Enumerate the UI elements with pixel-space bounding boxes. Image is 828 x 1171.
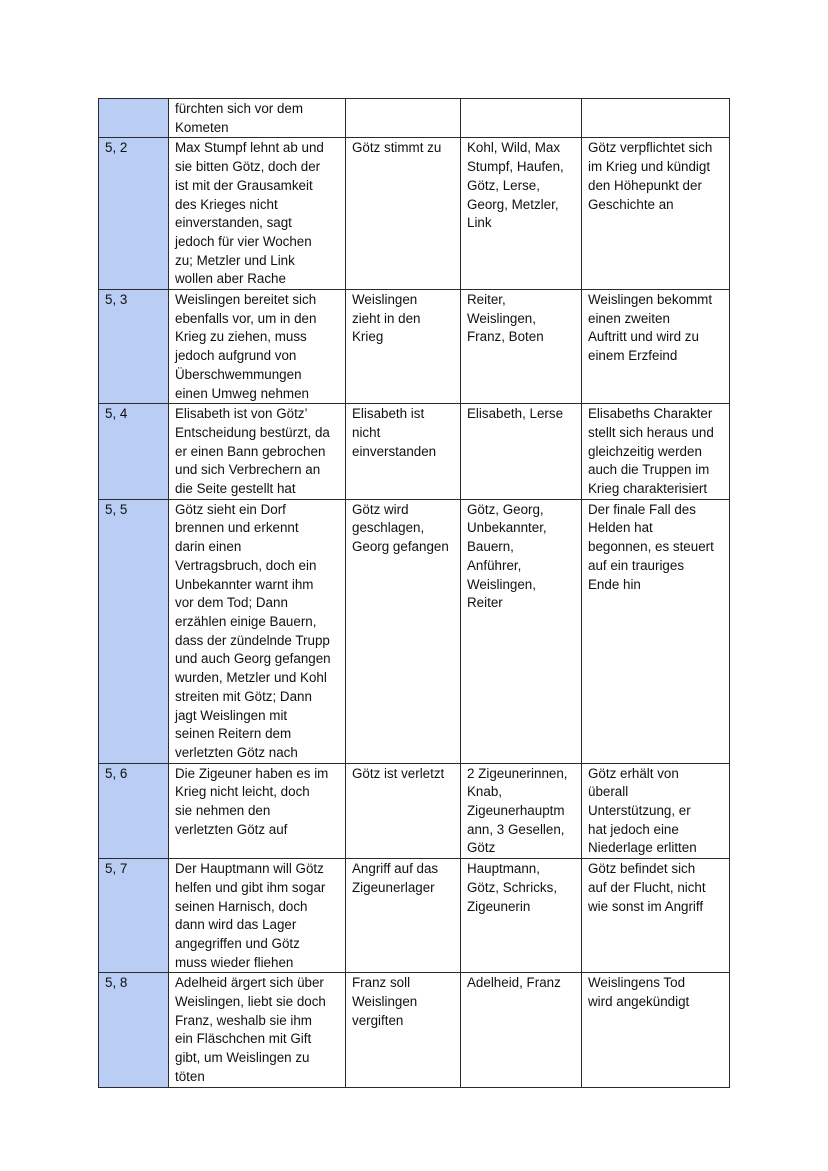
- persons-cell: Adelheid, Franz: [461, 973, 582, 1087]
- scene-table-body: [99, 99, 730, 1088]
- scene-number-cell: 5, 6: [99, 763, 169, 859]
- persons-cell: 2 Zigeunerinnen, Knab, Zigeunerhauptm ann, 3 Gesellen, Götz: [461, 763, 582, 859]
- table-row: [99, 138, 730, 290]
- scene-number-cell: 5, 8: [99, 973, 169, 1087]
- table-row: [99, 499, 730, 763]
- content-cell: Weislingen bereitet sich ebenfalls vor, um in den Krieg zu ziehen, muss jedoch aufgrund von Überschwemmungen einen Umweg nehmen: [169, 290, 346, 404]
- content-cell: Adelheid ärgert sich über Weislingen, liebt sie doch Franz, weshalb sie ihm ein Fläschchen mit Gift gibt, um Weislingen zu töten: [169, 973, 346, 1087]
- persons-cell: Elisabeth, Lerse: [461, 404, 582, 500]
- table-row: [99, 99, 730, 138]
- persons-cell: Götz, Georg, Unbekannter, Bauern, Anführer, Weislingen, Reiter: [461, 499, 582, 763]
- event-cell: Franz soll Weislingen vergiften: [346, 973, 461, 1087]
- content-cell: Max Stumpf lehnt ab und sie bitten Götz, doch der ist mit der Grausamkeit des Krieges nicht einverstanden, sagt jedoch für vier Wochen zu; Metzler und Link wollen aber Rache: [169, 138, 346, 290]
- content-cell: Elisabeth ist von Götz’ Entscheidung bestürzt, da er einen Bann gebrochen und sich Verbrechern an die Seite gestellt hat: [169, 404, 346, 500]
- table-row: [99, 973, 730, 1087]
- persons-cell: Kohl, Wild, Max Stumpf, Haufen, Götz, Lerse, Georg, Metzler, Link: [461, 138, 582, 290]
- table-row: [99, 290, 730, 404]
- function-cell: Der finale Fall des Helden hat begonnen, es steuert auf ein trauriges Ende hin: [582, 499, 730, 763]
- persons-cell: [461, 99, 582, 138]
- function-cell: Götz befindet sich auf der Flucht, nicht wie sonst im Angriff: [582, 859, 730, 973]
- content-cell: Die Zigeuner haben es im Krieg nicht leicht, doch sie nehmen den verletzten Götz auf: [169, 763, 346, 859]
- function-cell: Götz erhält von überall Unterstützung, er hat jedoch eine Niederlage erlitten: [582, 763, 730, 859]
- event-cell: Weislingen zieht in den Krieg: [346, 290, 461, 404]
- event-cell: Elisabeth ist nicht einverstanden: [346, 404, 461, 500]
- event-cell: Götz wird geschlagen, Georg gefangen: [346, 499, 461, 763]
- persons-cell: Reiter, Weislingen, Franz, Boten: [461, 290, 582, 404]
- table-row: [99, 404, 730, 500]
- persons-cell: Hauptmann, Götz, Schricks, Zigeunerin: [461, 859, 582, 973]
- scene-number-cell: 5, 3: [99, 290, 169, 404]
- event-cell: Götz ist verletzt: [346, 763, 461, 859]
- scene-number-cell: 5, 7: [99, 859, 169, 973]
- event-cell: [346, 99, 461, 138]
- scene-number-cell: 5, 4: [99, 404, 169, 500]
- function-cell: Weislingen bekommt einen zweiten Auftritt und wird zu einem Erzfeind: [582, 290, 730, 404]
- scene-number-cell: 5, 2: [99, 138, 169, 290]
- function-cell: [582, 99, 730, 138]
- function-cell: Elisabeths Charakter stellt sich heraus und gleichzeitig werden auch die Truppen im Krieg charakterisiert: [582, 404, 730, 500]
- content-cell: fürchten sich vor dem Kometen: [169, 99, 346, 138]
- table-row: [99, 859, 730, 973]
- function-cell: Weislingens Tod wird angekündigt: [582, 973, 730, 1087]
- event-cell: Angriff auf das Zigeunerlager: [346, 859, 461, 973]
- scene-number-cell: [99, 99, 169, 138]
- content-cell: Götz sieht ein Dorf brennen und erkennt darin einen Vertragsbruch, doch ein Unbekannter warnt ihm vor dem Tod; Dann erzählen einige Bauern, dass der zündelnde Trupp und auch Georg gefangen wurden, Metzler und Kohl streiten mit Götz; Dann jagt Weislingen mit seinen Reitern dem verletzten Götz nach: [169, 499, 346, 763]
- scene-number-cell: 5, 5: [99, 499, 169, 763]
- content-cell: Der Hauptmann will Götz helfen und gibt ihm sogar seinen Harnisch, doch dann wird das Lager angegriffen und Götz muss wieder fliehen: [169, 859, 346, 973]
- function-cell: Götz verpflichtet sich im Krieg und kündigt den Höhepunkt der Geschichte an: [582, 138, 730, 290]
- event-cell: Götz stimmt zu: [346, 138, 461, 290]
- scene-table: [98, 98, 730, 1088]
- table-row: [99, 763, 730, 859]
